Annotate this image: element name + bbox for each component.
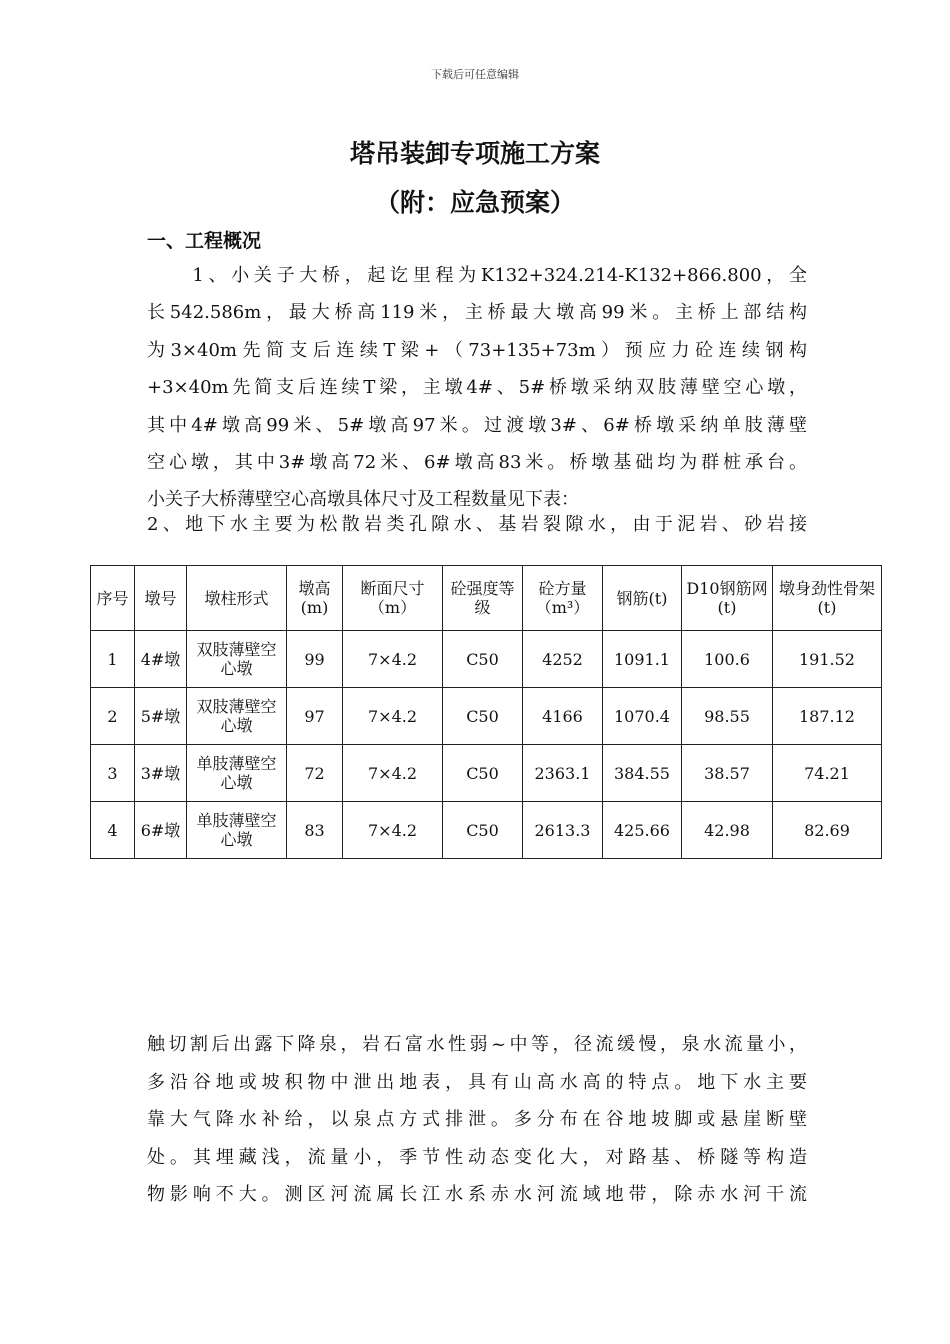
intro-line: 其中4#墩高99米、5#墩高97米。过渡墩3#、6#桥墩采纳单肢薄壁 bbox=[147, 415, 807, 436]
cell-pier-no: 4#墩 bbox=[135, 631, 187, 688]
header-note: 下载后可任意编辑 bbox=[431, 68, 519, 81]
continuation-line: 物影响不大。测区河流属长江水系赤水河流域地带，除赤水河干流 bbox=[147, 1184, 807, 1205]
cell-rebar: 425.66 bbox=[603, 802, 682, 859]
pier-quantity-table bbox=[90, 565, 882, 859]
cell-concrete-volume: 2613.3 bbox=[523, 802, 603, 859]
document-title: 塔吊装卸专项施工方案 bbox=[349, 139, 600, 168]
intro-line: 小关子大桥薄壁空心高墩具体尺寸及工程数量见下表： bbox=[147, 489, 579, 510]
cell-d10-mesh: 42.98 bbox=[682, 802, 773, 859]
intro-line: 2、地下水主要为松散岩类孔隙水、基岩裂隙水，由于泥岩、砂岩接 bbox=[147, 514, 807, 535]
cell-skeleton: 191.52 bbox=[773, 631, 882, 688]
cell-skeleton: 82.69 bbox=[773, 802, 882, 859]
header-skeleton: 墩身劲性骨架(t) bbox=[773, 566, 882, 631]
cell-seq: 4 bbox=[91, 802, 135, 859]
intro-line: +3×40m先简支后连续T梁，主墩4#、5#桥墩采纳双肢薄壁空心墩， bbox=[147, 377, 807, 398]
table-row bbox=[91, 631, 882, 688]
cell-concrete-grade: C50 bbox=[443, 745, 523, 802]
cell-section-size: 7×4.2 bbox=[343, 631, 443, 688]
cell-pier-height: 97 bbox=[287, 688, 343, 745]
cell-skeleton: 187.12 bbox=[773, 688, 882, 745]
cell-concrete-grade: C50 bbox=[443, 802, 523, 859]
cell-section-size: 7×4.2 bbox=[343, 802, 443, 859]
cell-d10-mesh: 100.6 bbox=[682, 631, 773, 688]
cell-rebar: 1091.1 bbox=[603, 631, 682, 688]
section-heading: 一、工程概况 bbox=[147, 230, 262, 252]
cell-pier-form: 双肢薄壁空心墩 bbox=[187, 631, 287, 688]
cell-section-size: 7×4.2 bbox=[343, 745, 443, 802]
header-pier-height: 墩高(m) bbox=[287, 566, 343, 631]
intro-line: 长542.586m，最大桥高119米，主桥最大墩高99米。主桥上部结构 bbox=[147, 302, 807, 323]
cell-pier-height: 72 bbox=[287, 745, 343, 802]
cell-rebar: 1070.4 bbox=[603, 688, 682, 745]
cell-seq: 2 bbox=[91, 688, 135, 745]
table-row bbox=[91, 688, 882, 745]
continuation-line: 触切割后出露下降泉，岩石富水性弱~中等，径流缓慢，泉水流量小， bbox=[147, 1034, 807, 1055]
cell-concrete-grade: C50 bbox=[443, 631, 523, 688]
intro-line: 空心墩，其中3#墩高72米、6#墩高83米。桥墩基础均为群桩承台。 bbox=[147, 452, 807, 473]
cell-pier-form: 单肢薄壁空心墩 bbox=[187, 802, 287, 859]
cell-concrete-grade: C50 bbox=[443, 688, 523, 745]
cell-rebar: 384.55 bbox=[603, 745, 682, 802]
cell-skeleton: 74.21 bbox=[773, 745, 882, 802]
cell-d10-mesh: 38.57 bbox=[682, 745, 773, 802]
intro-line: 为3×40m先简支后连续T梁+（73+135+73m）预应力砼连续钢构 bbox=[147, 340, 807, 361]
cell-concrete-volume: 2363.1 bbox=[523, 745, 603, 802]
cell-concrete-volume: 4166 bbox=[523, 688, 603, 745]
header-concrete-grade: 砼强度等级 bbox=[443, 566, 523, 631]
continuation-line: 多沿谷地或坡积物中泄出地表，具有山高水高的特点。地下水主要 bbox=[147, 1072, 807, 1093]
cell-pier-form: 单肢薄壁空心墩 bbox=[187, 745, 287, 802]
intro-line: 1、小关子大桥，起讫里程为K132+324.214-K132+866.800，全 bbox=[147, 265, 807, 286]
cell-seq: 1 bbox=[91, 631, 135, 688]
continuation-line: 处。其埋藏浅，流量小，季节性动态变化大，对路基、桥隧等构造 bbox=[147, 1147, 807, 1168]
cell-pier-form: 双肢薄壁空心墩 bbox=[187, 688, 287, 745]
cell-pier-no: 3#墩 bbox=[135, 745, 187, 802]
cell-pier-no: 6#墩 bbox=[135, 802, 187, 859]
cell-section-size: 7×4.2 bbox=[343, 688, 443, 745]
header-d10-mesh: D10钢筋网(t) bbox=[682, 566, 773, 631]
header-concrete-volume: 砼方量（m³） bbox=[523, 566, 603, 631]
header-pier-form: 墩柱形式 bbox=[187, 566, 287, 631]
cell-concrete-volume: 4252 bbox=[523, 631, 603, 688]
cell-pier-height: 83 bbox=[287, 802, 343, 859]
cell-pier-height: 99 bbox=[287, 631, 343, 688]
table-header-row bbox=[91, 566, 882, 631]
table-row bbox=[91, 745, 882, 802]
table-row bbox=[91, 802, 882, 859]
header-pier-no: 墩号 bbox=[135, 566, 187, 631]
header-section-size: 断面尺寸（m） bbox=[343, 566, 443, 631]
document-subtitle: （附：应急预案） bbox=[374, 188, 575, 217]
continuation-line: 靠大气降水补给，以泉点方式排泄。多分布在谷地坡脚或悬崖断壁 bbox=[147, 1109, 807, 1130]
cell-pier-no: 5#墩 bbox=[135, 688, 187, 745]
cell-d10-mesh: 98.55 bbox=[682, 688, 773, 745]
header-seq: 序号 bbox=[91, 566, 135, 631]
cell-seq: 3 bbox=[91, 745, 135, 802]
header-rebar: 钢筋(t) bbox=[603, 566, 682, 631]
